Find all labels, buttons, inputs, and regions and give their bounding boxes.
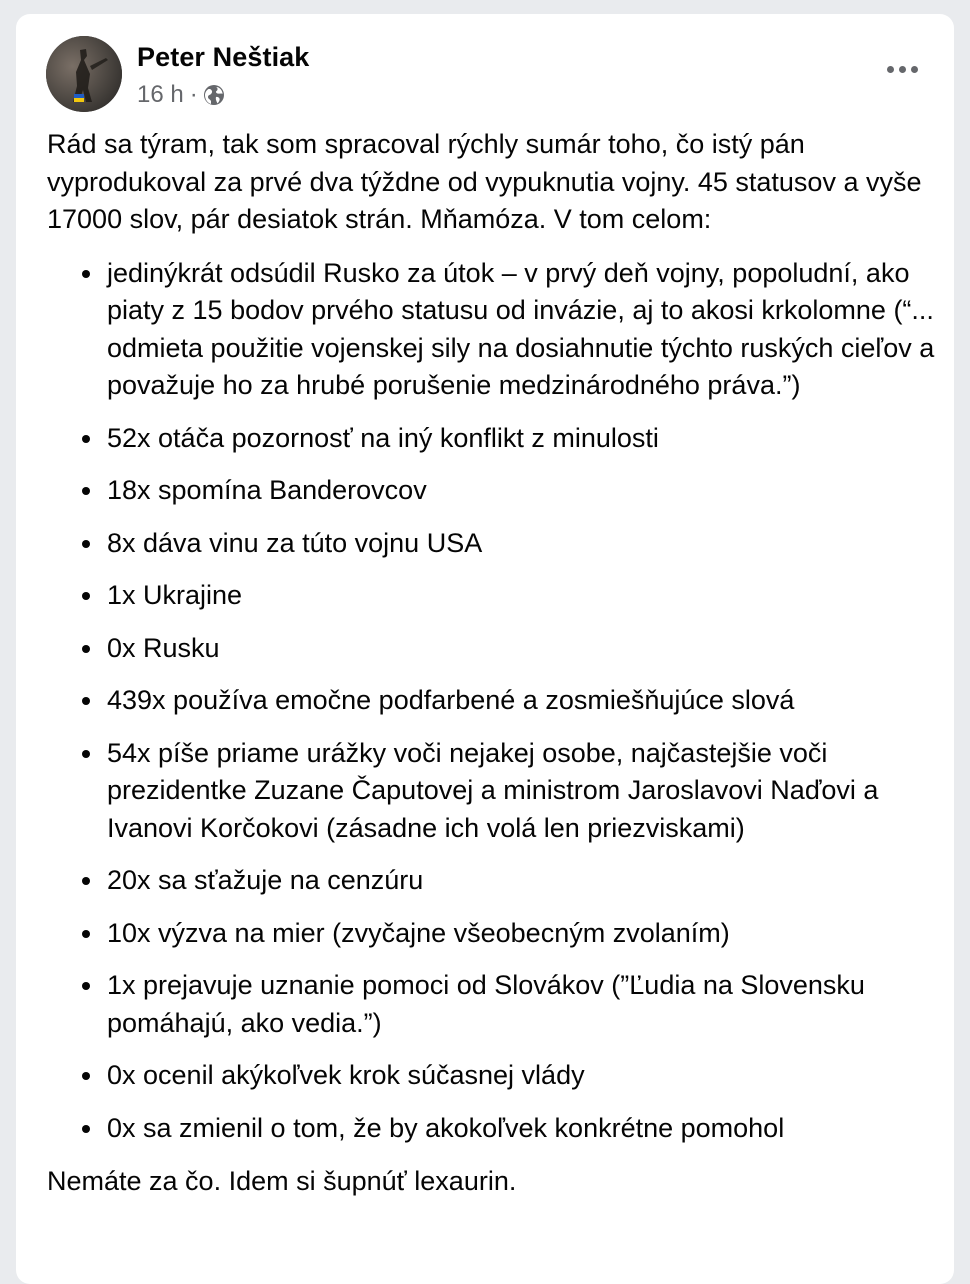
more-options-button[interactable] bbox=[878, 54, 926, 84]
post-meta bbox=[137, 80, 225, 110]
post-card bbox=[16, 14, 954, 1284]
list-item: 10x výzva na mier (zvyčajne všeobecným zvolaním) bbox=[47, 915, 942, 953]
list-item: 0x ocenil akýkoľvek krok súčasnej vlády bbox=[47, 1057, 942, 1095]
list-item: jedinýkrát odsúdil Rusko za útok – v prvý deň vojny, popoludní, ako piaty z 15 bodov prvého statusu od invázie, aj to akosi krkolomne (“... odmieta použitie vojenskej sily na dosiahnutie týchto ruských cieľov a považuje ho za hrubé porušenie medzinárodného práva.”) bbox=[47, 255, 942, 405]
avatar-image bbox=[46, 36, 122, 112]
more-horizontal-icon bbox=[911, 66, 918, 73]
list-item: 54x píše priame urážky voči nejakej osobe, najčastejšie voči prezidentke Zuzane Čaputovej a ministrom Jaroslavovi Naďovi a Ivanovi Korčokovi (zásadne ich volá len priezviskami) bbox=[47, 735, 942, 848]
list-item: 8x dáva vinu za túto vojnu USA bbox=[47, 525, 942, 563]
more-horizontal-icon bbox=[899, 66, 906, 73]
more-horizontal-icon bbox=[887, 66, 894, 73]
globe-icon[interactable] bbox=[203, 84, 225, 106]
list-item: 1x Ukrajine bbox=[47, 577, 942, 615]
list-item: 1x prejavuje uznanie pomoci od Slovákov (”Ľudia na Slovensku pomáhajú, ako vedia.”) bbox=[47, 967, 942, 1042]
list-item: 439x používa emočne podfarbené a zosmiešňujúce slová bbox=[47, 682, 942, 720]
avatar[interactable] bbox=[46, 36, 122, 112]
list-item: 52x otáča pozornosť na iný konflikt z minulosti bbox=[47, 420, 942, 458]
list-item: 0x Rusku bbox=[47, 630, 942, 668]
meta-separator: · bbox=[189, 81, 198, 108]
post-outro: Nemáte za čo. Idem si šupnúť lexaurin. bbox=[47, 1166, 517, 1196]
list-item: 20x sa sťažuje na cenzúru bbox=[47, 862, 942, 900]
post-list bbox=[47, 255, 942, 1148]
post-body bbox=[47, 126, 942, 1201]
author-name[interactable]: Peter Neštiak bbox=[137, 42, 310, 72]
post-timestamp[interactable]: 16 h bbox=[137, 81, 184, 108]
list-item: 0x sa zmienil o tom, že by akokoľvek konkrétne pomohol bbox=[47, 1110, 942, 1148]
post-header bbox=[46, 34, 926, 114]
list-item: 18x spomína Banderovcov bbox=[47, 472, 942, 510]
post-intro: Rád sa týram, tak som spracoval rýchly sumár toho, čo istý pán vyprodukoval za prvé dva týždne od vypuknutia vojny. 45 statusov a vyše 17000 slov, pár desiatok strán. Mňamóza. V tom celom: bbox=[47, 129, 922, 234]
